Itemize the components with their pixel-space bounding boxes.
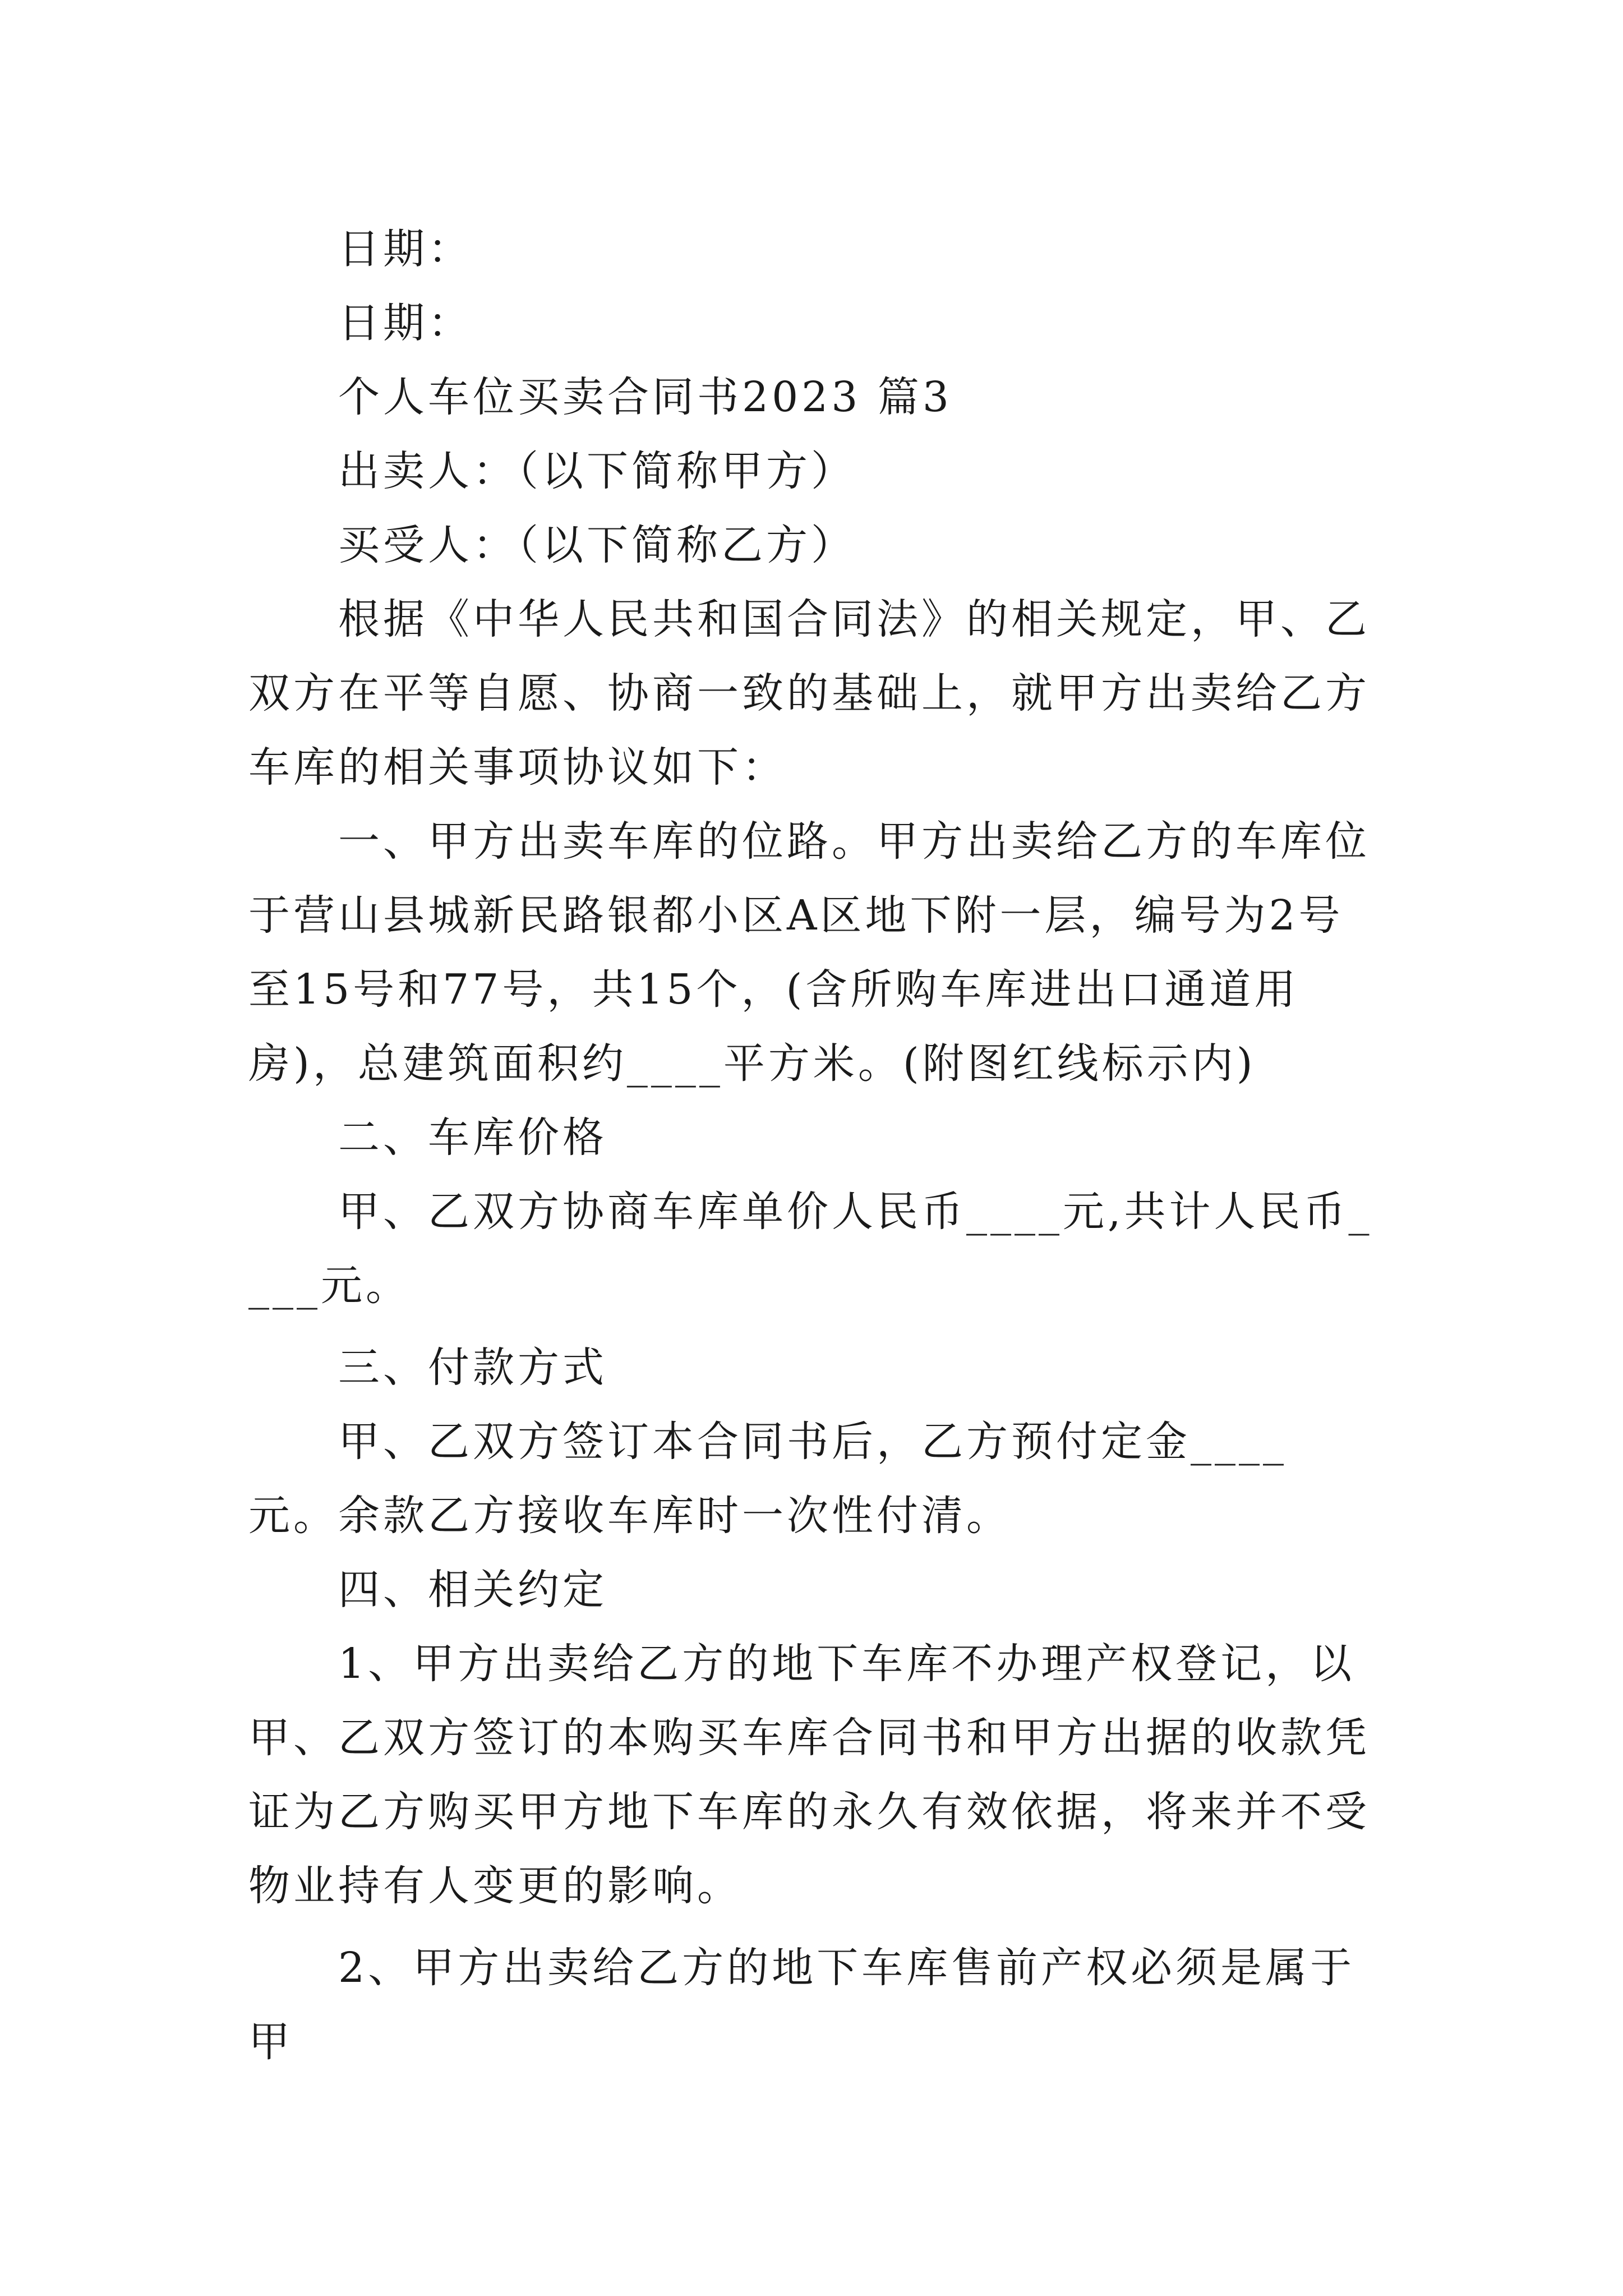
clause-price: 甲、乙双方协商车库单价人民币____元,共计人民币____元。 xyxy=(248,1188,1373,1310)
clause-1-location: 一、甲方出卖车库的位路。甲方出卖给乙方的车库位于营山县城新民路银都小区A区地下附一层，编号为2号至15号和77号，共15个，(含所购车库进出口通道用房)，总建筑面积约____平方米。(附图红线标示内) xyxy=(248,817,1370,1088)
intro-paragraph: 根据《中华人民共和国合同法》的相关规定，甲、乙双方在平等自愿、协商一致的基础上，就甲方出卖给乙方车库的相关事项协议如下： xyxy=(248,595,1370,792)
date-line-2: 日期： xyxy=(338,299,473,347)
agreement-item-1: 1、甲方出卖给乙方的地下车库不办理产权登记，以甲、乙双方签订的本购买车库合同书和甲方出据的收款凭证为乙方购买甲方地下车库的永久有效依据，将来并不受物业持有人变更的影响。 xyxy=(248,1640,1370,1910)
heading-price: 二、车库价格 xyxy=(338,1114,607,1162)
document-body xyxy=(248,212,1376,2079)
buyer-line: 买受人：（以下简称乙方） xyxy=(338,521,856,569)
agreement-item-2: 2、甲方出卖给乙方的地下车库售前产权必须是属于甲 xyxy=(248,1944,1355,2066)
seller-line: 出卖人：（以下简称甲方） xyxy=(338,447,856,495)
heading-agreements: 四、相关约定 xyxy=(338,1566,607,1614)
heading-payment: 三、付款方式 xyxy=(338,1343,607,1392)
section-title: 个人车位买卖合同书2023 篇3 xyxy=(338,373,952,421)
date-line-1: 日期： xyxy=(338,225,473,273)
clause-payment: 甲、乙双方签订本合同书后，乙方预付定金____元。余款乙方接收车库时一次性付清。 xyxy=(248,1418,1287,1540)
